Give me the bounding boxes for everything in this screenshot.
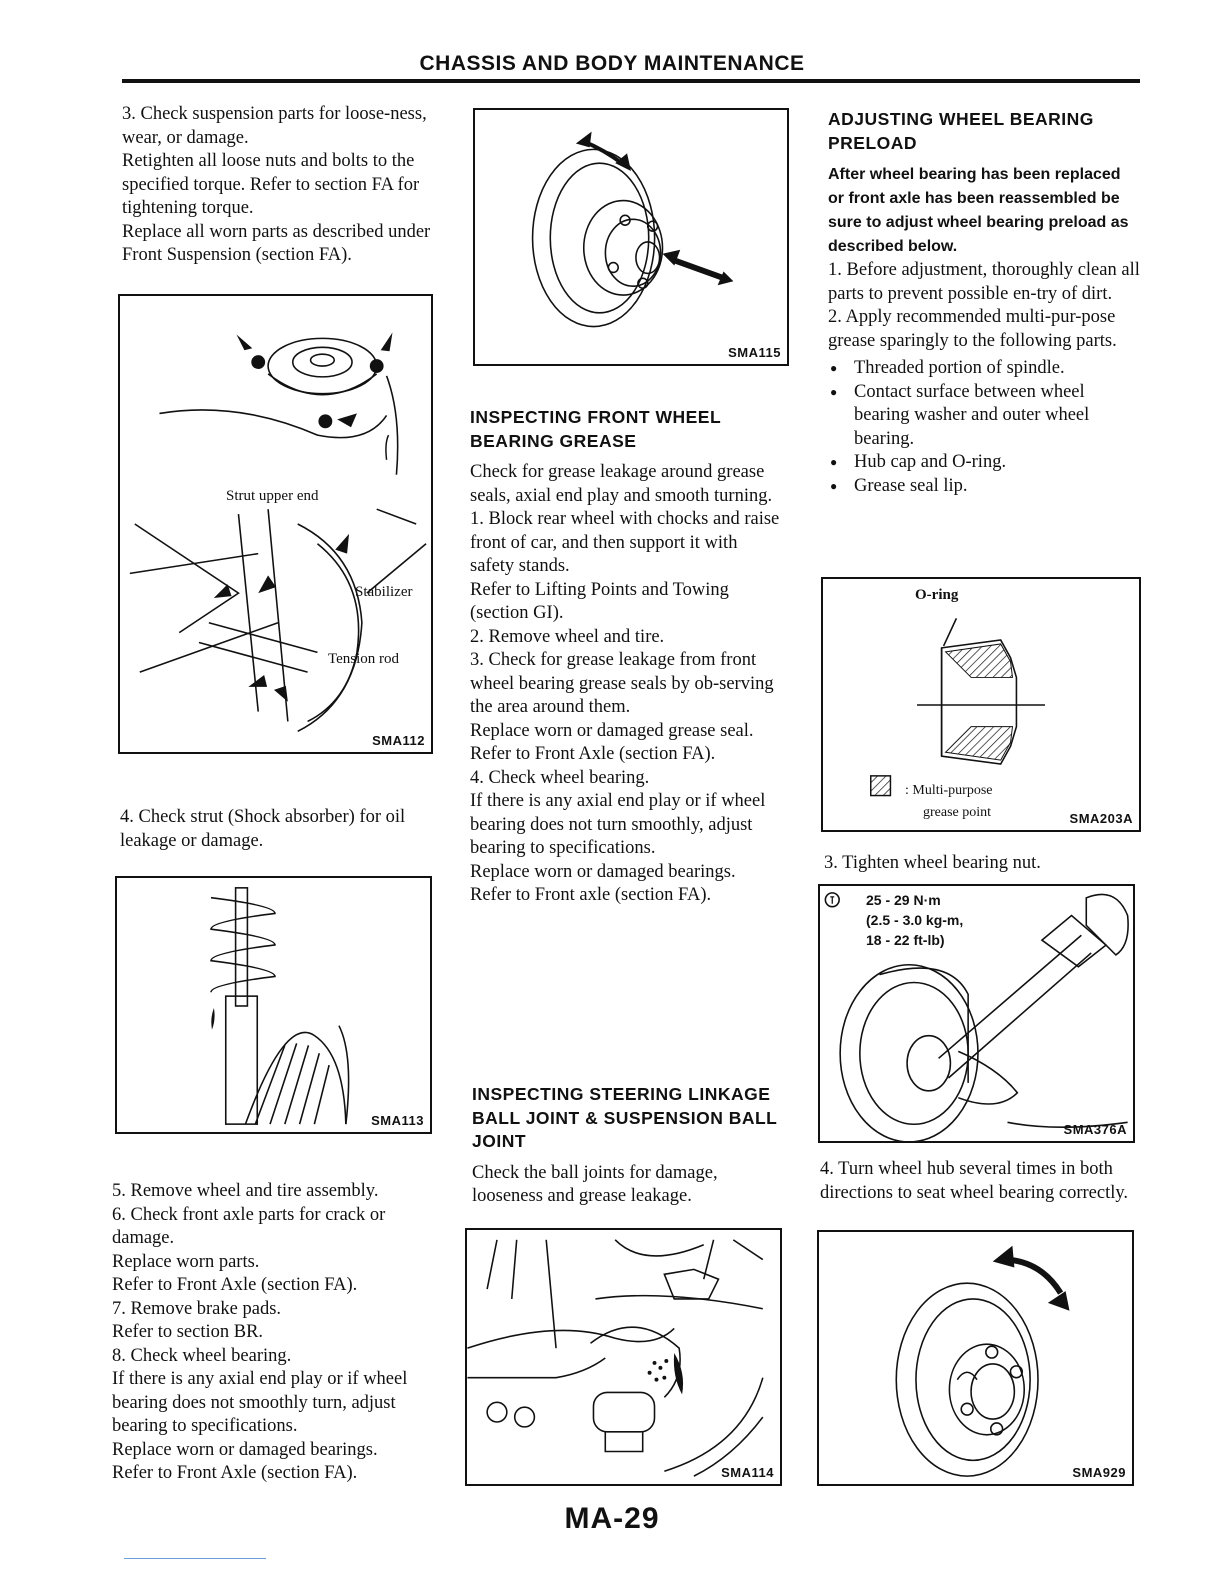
middle-text-block-2	[472, 1083, 784, 1209]
paragraph: Check for grease leakage around grease seals, axial end play and smooth turning.	[470, 462, 773, 506]
paragraph: 2. Apply recommended multi-pur-pose grease sparingly to the following parts.	[828, 307, 1117, 351]
paragraph: If there is any axial end play or if wheel bearing does not turn smoothly, adjust bearing to specifications.	[470, 791, 766, 858]
left-text-block-2	[120, 806, 432, 853]
paragraph: Replace worn or damaged bearings.	[470, 861, 736, 882]
paragraph: Refer to Front Axle (section FA).	[112, 1275, 358, 1295]
legend-line-1: : Multi-purpose	[905, 783, 993, 798]
section-heading: INSPECTING STEERING LINKAGE BALL JOINT & SUSPENSION BALL JOINT	[472, 1084, 778, 1151]
figure-turn-wheel-hub	[817, 1230, 1134, 1486]
figure-code: SMA203A	[1069, 811, 1133, 826]
strut-suspension-illustration	[120, 296, 431, 752]
list-item: ● Hub cap and O-ring.	[828, 451, 1140, 475]
header-rule	[122, 79, 1140, 83]
paragraph: Refer to Front Axle (section FA).	[470, 744, 716, 764]
section-heading: ADJUSTING WHEEL BEARING PRELOAD	[828, 109, 1094, 153]
paragraph: 6. Check front axle parts for crack or damage.	[112, 1204, 386, 1248]
figure-torque-wrench	[818, 884, 1135, 1143]
figure-code: SMA376A	[1063, 1122, 1127, 1137]
figure-wheel-hub-rotation	[473, 108, 789, 366]
list-item: ● Grease seal lip.	[828, 475, 1140, 499]
paragraph: Replace worn or damaged grease seal.	[470, 720, 754, 741]
label-strut-upper-end: Strut upper end	[226, 488, 319, 504]
list-item: ● Threaded portion of spindle.	[828, 357, 1140, 381]
torque-spec-line-1: 25 - 29 N·m	[866, 892, 941, 908]
figure-ball-joint	[465, 1228, 782, 1486]
figure-code: SMA113	[371, 1113, 424, 1128]
page-header-title: CHASSIS AND BODY MAINTENANCE	[419, 52, 805, 75]
legend-line-2: grease point	[923, 805, 992, 820]
left-text-block-3	[112, 1180, 434, 1486]
paragraph: Replace worn parts.	[112, 1251, 260, 1272]
figure-code: SMA114	[721, 1465, 774, 1480]
paragraph: 4. Turn wheel hub several times in both directions to seat wheel bearing correctly.	[820, 1159, 1129, 1203]
paragraph: 3. Check suspension parts for loose-ness, wear, or damage.	[122, 104, 427, 148]
paragraph: 1. Before adjustment, thoroughly clean all parts to prevent possible en-try of dirt.	[828, 260, 1140, 304]
left-text-block-1	[122, 103, 434, 268]
wheel-hub-illustration	[475, 110, 787, 364]
paragraph: Refer to Front Axle (section FA).	[112, 1463, 358, 1483]
paragraph: 2. Remove wheel and tire.	[470, 626, 665, 647]
paragraph: 3. Tighten wheel bearing nut.	[824, 853, 1041, 873]
figure-code: SMA115	[728, 345, 781, 360]
paragraph: Refer to section BR.	[112, 1322, 264, 1342]
section-heading: INSPECTING FRONT WHEEL BEARING GREASE	[470, 407, 721, 451]
label-tension-rod: Tension rod	[328, 651, 400, 667]
paragraph: Replace worn or damaged bearings.	[112, 1439, 378, 1460]
paragraph: 5. Remove wheel and tire assembly.	[112, 1181, 379, 1201]
wheel-hub-rotation-illustration	[819, 1232, 1132, 1484]
paragraph: 3. Check for grease leakage from front wheel bearing grease seals by ob-serving the area around them.	[470, 650, 774, 717]
ball-joint-illustration	[467, 1230, 780, 1484]
bottom-divider	[124, 1558, 266, 1559]
label-stabilizer: Stabilizer	[355, 584, 413, 600]
paragraph: 7. Remove brake pads.	[112, 1298, 282, 1319]
figure-strut-shock-absorber	[115, 876, 432, 1134]
paragraph: 4. Check wheel bearing.	[470, 767, 650, 788]
label-o-ring: O-ring	[915, 587, 959, 603]
strut-shock-absorber-illustration	[117, 878, 430, 1132]
bullet-list	[828, 357, 1140, 498]
figure-grease-points	[821, 577, 1141, 832]
paragraph: 8. Check wheel bearing.	[112, 1345, 292, 1366]
list-item: ● Contact surface between wheel bearing washer and outer wheel bearing.	[828, 381, 1140, 452]
right-text-block-1	[828, 108, 1140, 498]
paragraph: 1. Block rear wheel with chocks and raise front of car, and then support it with safety stands.	[470, 509, 780, 576]
right-text-block-3	[820, 1158, 1132, 1205]
caution-note: After wheel bearing has been replaced or front axle has been reassembled be sure to adjust wheel bearing preload as described below.	[828, 166, 1129, 255]
page-number: MA-29	[564, 1502, 660, 1535]
right-text-block-2	[824, 852, 1136, 876]
paragraph: If there is any axial end play or if wheel bearing does not smoothly turn, adjust bearing to specifications.	[112, 1369, 408, 1436]
torque-spec-line-2: (2.5 - 3.0 kg-m,	[866, 912, 964, 928]
paragraph: 4. Check strut (Shock absorber) for oil leakage or damage.	[120, 807, 406, 851]
paragraph: Replace all worn parts as described under Front Suspension (section FA).	[122, 221, 431, 265]
figure-strut-upper-end	[118, 294, 433, 754]
paragraph: Retighten all loose nuts and bolts to the specified torque. Refer to section FA for tightening torque.	[122, 151, 420, 218]
figure-code: SMA929	[1072, 1465, 1126, 1480]
paragraph: Check the ball joints for damage, looseness and grease leakage.	[472, 1162, 718, 1206]
torque-spec-line-3: 18 - 22 ft-lb)	[866, 932, 945, 948]
paragraph: Refer to Front axle (section FA).	[470, 885, 712, 905]
paragraph: Refer to Lifting Points and Towing (section GI).	[470, 579, 729, 623]
middle-text-block-1	[470, 406, 782, 908]
figure-code: SMA112	[372, 733, 425, 748]
